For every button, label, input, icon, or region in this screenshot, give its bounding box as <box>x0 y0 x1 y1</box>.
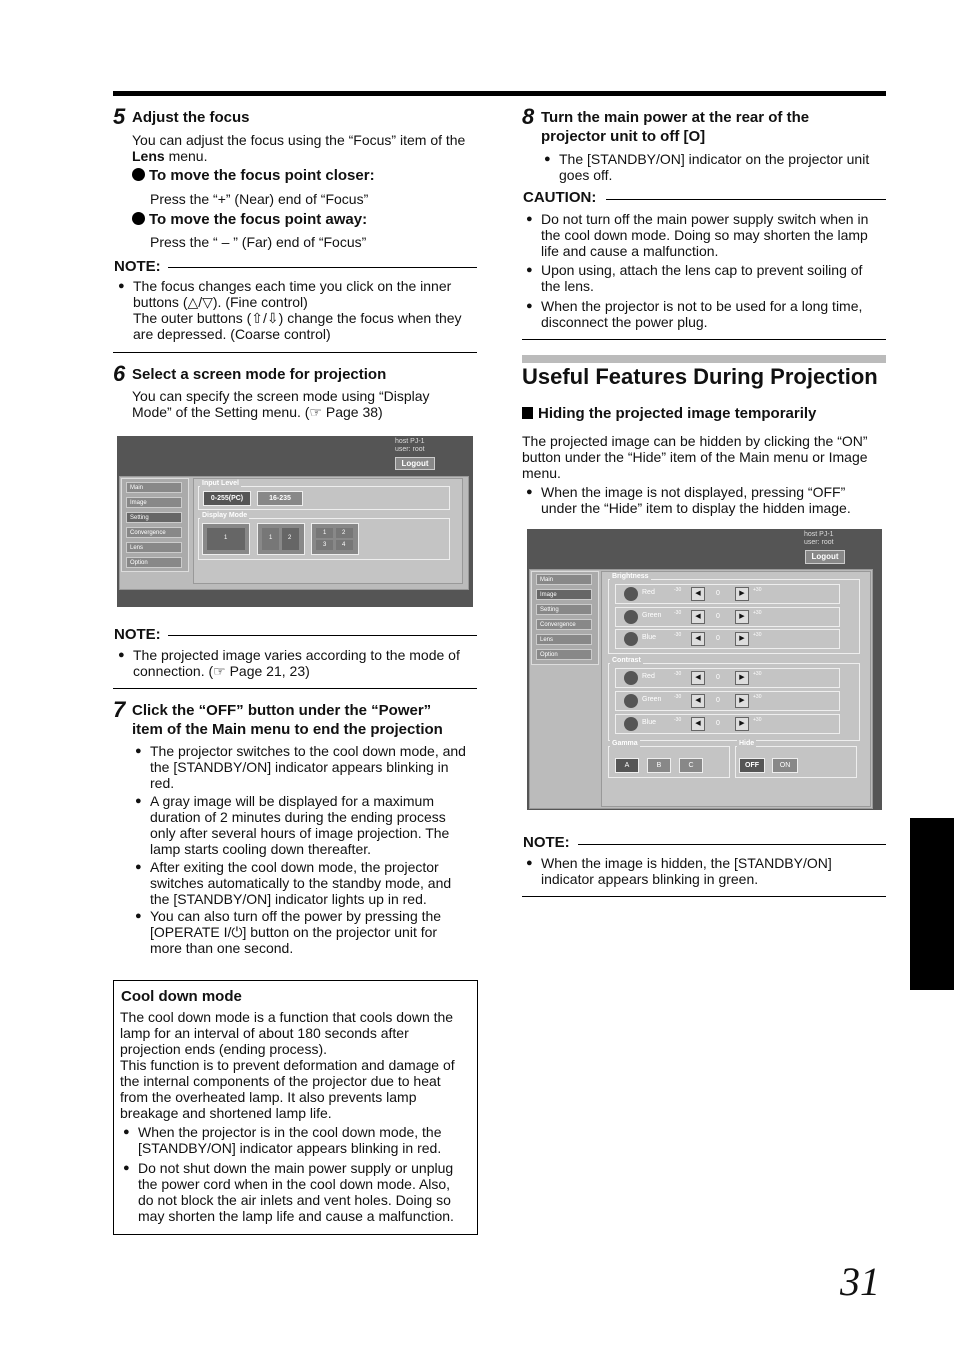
note-3-line: indicator appears blinking in green. <box>541 871 759 887</box>
note-1-label: NOTE: <box>114 258 161 275</box>
cool-down-line: This function is to prevent deformation and damage of <box>120 1057 455 1073</box>
value-display: 0 <box>716 590 720 597</box>
step-7-line: [OPERATE I/⏻] button on the projector unit for <box>150 924 438 940</box>
gamma-b-button[interactable]: B <box>647 758 671 773</box>
step-5-number: 5 <box>113 104 126 129</box>
step-7-line: After exiting the cool down mode, the projector <box>150 859 439 875</box>
note-2-line: connection. (☞ Page 21, 23) <box>133 663 310 679</box>
increase-button[interactable]: ▶ <box>735 671 749 685</box>
step-6-desc-1: You can specify the screen mode using “Display <box>132 388 430 404</box>
bullet-icon: ● <box>544 153 551 165</box>
bullet-icon: ● <box>526 264 533 276</box>
note-3-rule <box>578 844 886 845</box>
mode-number: 1 <box>224 535 228 541</box>
increase-button[interactable]: ▶ <box>735 632 749 646</box>
max-label: +30 <box>753 632 762 638</box>
useful-bullet-line: When the image is not displayed, pressing “OFF” <box>541 484 846 500</box>
menu-item-image[interactable]: Image <box>536 589 592 600</box>
note-2-rule <box>168 635 477 636</box>
channel-label: Green <box>642 612 662 619</box>
image-menu-screenshot <box>527 529 882 810</box>
value-display: 0 <box>716 635 720 642</box>
caution-line: When the projector is not to be used for a long time, <box>541 298 863 314</box>
contrast-label: Contrast <box>612 657 641 664</box>
step-7-line: You can also turn off the power by pressing the <box>150 908 442 924</box>
page-number: 31 <box>840 1259 880 1304</box>
away-text: Press the “ – ” (Far) end of “Focus” <box>150 234 367 250</box>
cool-down-line: breakage and shortened lamp life. <box>120 1105 332 1121</box>
bullet-icon: ● <box>135 861 142 873</box>
host-label: host PJ-1 <box>395 438 425 445</box>
bullet-icon: ● <box>135 910 142 922</box>
step-8-bullet <box>544 151 889 183</box>
cool-down-text <box>120 1009 455 1121</box>
step-7-bullet <box>135 793 480 857</box>
useful-line: button under the “Hide” item of the Main menu or Image <box>522 449 868 465</box>
display-mode-1[interactable] <box>202 523 250 555</box>
lens-menu-name: Lens <box>132 148 165 164</box>
note-3-line: When the image is hidden, the [STANDBY/ON] <box>541 855 832 871</box>
closer-title: To move the focus point closer: <box>149 167 375 184</box>
step-7-line: red. <box>150 775 175 791</box>
color-knob-icon <box>624 671 638 685</box>
caution-bullet <box>526 262 886 294</box>
note-1-line: buttons (△/▽). (Fine control) <box>133 294 308 310</box>
brightness-green-row <box>615 607 840 627</box>
step-7-line: The projector switches to the cool down mode, and <box>150 743 466 759</box>
color-knob-icon <box>624 587 638 601</box>
step-6-number: 6 <box>113 361 126 386</box>
step-7-line: A gray image will be displayed for a maximum <box>150 793 435 809</box>
caution-end-rule <box>522 339 886 340</box>
useful-line: menu. <box>522 465 561 481</box>
channel-label: Red <box>642 673 655 680</box>
mode-number: 4 <box>342 542 346 548</box>
menu-item-convergence[interactable]: Convergence <box>126 527 182 538</box>
cool-down-bullet <box>123 1124 473 1156</box>
caution-line: the cool down mode. Doing so may shorten the lamp <box>541 227 868 243</box>
chapter-tab <box>910 818 954 990</box>
cool-down-line: from the overheated lamp. It also prevents lamp <box>120 1089 417 1105</box>
bullet-icon: ● <box>123 1126 130 1138</box>
step-7-line: more than one second. <box>150 940 294 956</box>
value-display: 0 <box>716 613 720 620</box>
input-level-16-235[interactable]: 16-235 <box>257 491 303 506</box>
hide-subheading <box>522 405 816 422</box>
increase-button[interactable]: ▶ <box>735 717 749 731</box>
cool-down-line: lamp for an interval of about 180 seconds after <box>120 1025 409 1041</box>
useful-line: The projected image can be hidden by clicking the “ON” <box>522 433 868 449</box>
color-knob-icon <box>624 717 638 731</box>
setting-menu-screenshot <box>117 436 473 607</box>
value-display: 0 <box>716 697 720 704</box>
bullet-icon: ● <box>118 280 125 292</box>
user-label: user: root <box>804 539 834 546</box>
mode-number: 3 <box>323 542 327 548</box>
caution-bullet <box>526 211 886 259</box>
cool-down-bullet-line: may shorten the lamp life and cause a malfunction. <box>138 1208 454 1224</box>
step-5-title: Adjust the focus <box>132 109 250 126</box>
caution-label: CAUTION: <box>523 189 597 206</box>
color-knob-icon <box>624 694 638 708</box>
step-6-title: Select a screen mode for projection <box>132 366 387 383</box>
menu-item-setting[interactable]: Setting <box>536 604 592 615</box>
section-bar <box>522 355 886 363</box>
value-display: 0 <box>716 720 720 727</box>
useful-bullet-line: under the “Hide” item to display the hidden image. <box>541 500 851 516</box>
decrease-button[interactable]: ◀ <box>691 610 705 624</box>
color-knob-icon <box>624 610 638 624</box>
useful-bullet <box>526 484 886 516</box>
display-mode-4[interactable] <box>311 523 359 555</box>
note-3-end-rule <box>522 896 886 897</box>
caution-line: Do not turn off the main power supply switch when in <box>541 211 869 227</box>
note-2-bullet <box>118 647 478 679</box>
gamma-a-button[interactable]: A <box>615 758 639 773</box>
min-label: -30 <box>674 694 682 700</box>
caution-line: the lens. <box>541 278 594 294</box>
cool-down-bullet-line: the power cord when in the cool down mode. Also, <box>138 1176 451 1192</box>
decrease-button[interactable]: ◀ <box>691 632 705 646</box>
step-7-line: the [STANDBY/ON] indicator appears blinking in <box>150 759 449 775</box>
input-level-0-255[interactable]: 0-255(PC) <box>203 491 251 506</box>
closer-text: Press the “+” (Near) end of “Focus” <box>150 191 369 207</box>
input-level-label: Input Level <box>202 480 239 487</box>
note-1-line: The focus changes each time you click on the inner <box>133 278 452 294</box>
step-7-bullet <box>135 908 480 956</box>
step-8-title-2: projector unit to off [O] <box>541 128 706 145</box>
mode-number: 1 <box>269 535 273 541</box>
side-menu <box>531 571 599 665</box>
step-7-line: switches automatically to the standby mode, and <box>150 875 452 891</box>
mode-number: 1 <box>323 530 327 536</box>
host-label: host PJ-1 <box>804 531 834 538</box>
menu-item-main[interactable]: Main <box>126 482 182 493</box>
away-heading <box>132 211 367 228</box>
bullet-icon: ● <box>135 745 142 757</box>
color-knob-icon <box>624 632 638 646</box>
cool-down-bullet-line: do not block the air inlets and vent holes. Doing so <box>138 1192 451 1208</box>
caution-line: life and cause a malfunction. <box>541 243 719 259</box>
decrease-button[interactable]: ◀ <box>691 671 705 685</box>
brightness-label: Brightness <box>612 573 649 580</box>
bullet-dot-icon <box>132 212 145 225</box>
cool-down-bullet-line: When the projector is in the cool down mode, the <box>138 1124 442 1140</box>
note-2-line: The projected image varies according to the mode of <box>133 647 460 663</box>
caution-rule <box>606 199 886 200</box>
gamma-label: Gamma <box>612 740 638 747</box>
note-2-end-rule <box>113 688 477 689</box>
logout-button[interactable]: Logout <box>805 550 845 564</box>
away-title: To move the focus point away: <box>149 211 368 228</box>
bullet-icon: ● <box>526 300 533 312</box>
step-7-line: lamp starts cooling down thereafter. <box>150 841 372 857</box>
contrast-blue-row <box>615 714 840 734</box>
min-label: -30 <box>674 610 682 616</box>
bullet-icon: ● <box>135 795 142 807</box>
menu-item-image[interactable]: Image <box>126 497 182 508</box>
channel-label: Red <box>642 589 655 596</box>
increase-button[interactable]: ▶ <box>735 587 749 601</box>
note-1-line: are depressed. (Coarse control) <box>133 326 331 342</box>
min-label: -30 <box>674 632 682 638</box>
contrast-red-row <box>615 668 840 688</box>
caution-line: Upon using, attach the lens cap to prevent soiling of <box>541 262 863 278</box>
value-display: 0 <box>716 674 720 681</box>
min-label: -30 <box>674 671 682 677</box>
menu-item-convergence[interactable]: Convergence <box>536 619 592 630</box>
cool-down-line: The cool down mode is a function that cools down the <box>120 1009 454 1025</box>
cool-down-bullet-line: Do not shut down the main power supply or unplug <box>138 1160 454 1176</box>
max-label: +30 <box>753 717 762 723</box>
menu-item-option[interactable]: Option <box>126 557 182 568</box>
menu-item-lens[interactable]: Lens <box>536 634 592 645</box>
step-7-bullet <box>135 859 480 907</box>
caution-line: disconnect the power plug. <box>541 314 708 330</box>
decrease-button[interactable]: ◀ <box>691 587 705 601</box>
cool-down-line: the internal components of the projector due to heat <box>120 1073 441 1089</box>
increase-button[interactable]: ▶ <box>735 694 749 708</box>
bullet-icon: ● <box>526 213 533 225</box>
square-bullet-icon <box>522 407 533 419</box>
step-7-line: only after several hours of image projection. The <box>150 825 450 841</box>
step-8-title-1: Turn the main power at the rear of the <box>541 109 810 126</box>
cool-down-bullet <box>123 1160 473 1224</box>
note-1-end-rule <box>113 352 477 353</box>
useful-text <box>522 433 868 481</box>
note-3-label: NOTE: <box>523 834 570 851</box>
menu-item-option[interactable]: Option <box>536 649 592 660</box>
max-label: +30 <box>753 610 762 616</box>
step-5-desc-2-rest: menu. <box>164 148 208 164</box>
channel-label: Blue <box>642 634 657 641</box>
note-2-label: NOTE: <box>114 626 161 643</box>
step-7-title-1: Click the “OFF” button under the “Power” <box>132 702 432 719</box>
top-rule <box>113 91 886 96</box>
note-1-bullet <box>118 278 478 342</box>
step-7-title-2: item of the Main menu to end the projection <box>132 721 443 738</box>
note-1-rule <box>168 267 477 268</box>
step-6-desc-2: Mode” of the Setting menu. (☞ Page 38) <box>132 404 383 420</box>
step-8-line: The [STANDBY/ON] indicator on the projector unit <box>559 151 870 167</box>
mode-number: 2 <box>342 530 346 536</box>
step-5-desc-2 <box>132 148 208 164</box>
cool-down-line: projection ends (ending process). <box>120 1041 328 1057</box>
channel-label: Green <box>642 696 662 703</box>
user-label: user: root <box>395 446 425 453</box>
channel-label: Blue <box>642 719 657 726</box>
gamma-c-button[interactable]: C <box>679 758 703 773</box>
contrast-green-row <box>615 691 840 711</box>
caution-bullet <box>526 298 886 330</box>
step-7-line: duration of 2 minutes during the ending process <box>150 809 446 825</box>
bullet-dot-icon <box>132 168 145 181</box>
hide-subheading-text: Hiding the projected image temporarily <box>538 405 817 422</box>
section-heading: Useful Features During Projection <box>522 364 878 389</box>
menu-item-setting[interactable]: Setting <box>126 512 182 523</box>
max-label: +30 <box>753 587 762 593</box>
hide-on-button[interactable]: ON <box>772 758 798 773</box>
hide-off-button[interactable]: OFF <box>739 758 765 773</box>
step-5-desc-1: You can adjust the focus using the “Focus” item of the <box>132 132 466 148</box>
closer-heading <box>132 167 375 184</box>
bullet-icon: ● <box>118 649 125 661</box>
menu-item-lens[interactable]: Lens <box>126 542 182 553</box>
menu-item-main[interactable]: Main <box>536 574 592 585</box>
min-label: -30 <box>674 587 682 593</box>
note-3-bullet <box>526 855 886 887</box>
increase-button[interactable]: ▶ <box>735 610 749 624</box>
cool-down-title: Cool down mode <box>121 988 242 1005</box>
step-8-number: 8 <box>522 104 535 129</box>
display-mode-label: Display Mode <box>202 512 248 519</box>
max-label: +30 <box>753 671 762 677</box>
decrease-button[interactable]: ◀ <box>691 717 705 731</box>
step-7-bullet <box>135 743 480 791</box>
mode-number: 2 <box>288 535 292 541</box>
bullet-icon: ● <box>526 857 533 869</box>
side-menu <box>121 478 189 572</box>
cool-down-bullet-line: [STANDBY/ON] indicator appears blinking in red. <box>138 1140 442 1156</box>
display-mode-2[interactable] <box>257 523 305 555</box>
decrease-button[interactable]: ◀ <box>691 694 705 708</box>
brightness-red-row <box>615 584 840 604</box>
note-1-line: The outer buttons (⇧/⇩) change the focus when they <box>133 310 462 326</box>
max-label: +30 <box>753 694 762 700</box>
min-label: -30 <box>674 717 682 723</box>
step-8-line: goes off. <box>559 167 613 183</box>
bullet-icon: ● <box>123 1162 130 1174</box>
step-7-number: 7 <box>113 697 126 722</box>
bullet-icon: ● <box>526 486 533 498</box>
brightness-blue-row <box>615 629 840 649</box>
hide-label: Hide <box>739 740 755 747</box>
step-7-line: the [STANDBY/ON] indicator lights up in red. <box>150 891 427 907</box>
logout-button[interactable]: Logout <box>395 457 435 470</box>
